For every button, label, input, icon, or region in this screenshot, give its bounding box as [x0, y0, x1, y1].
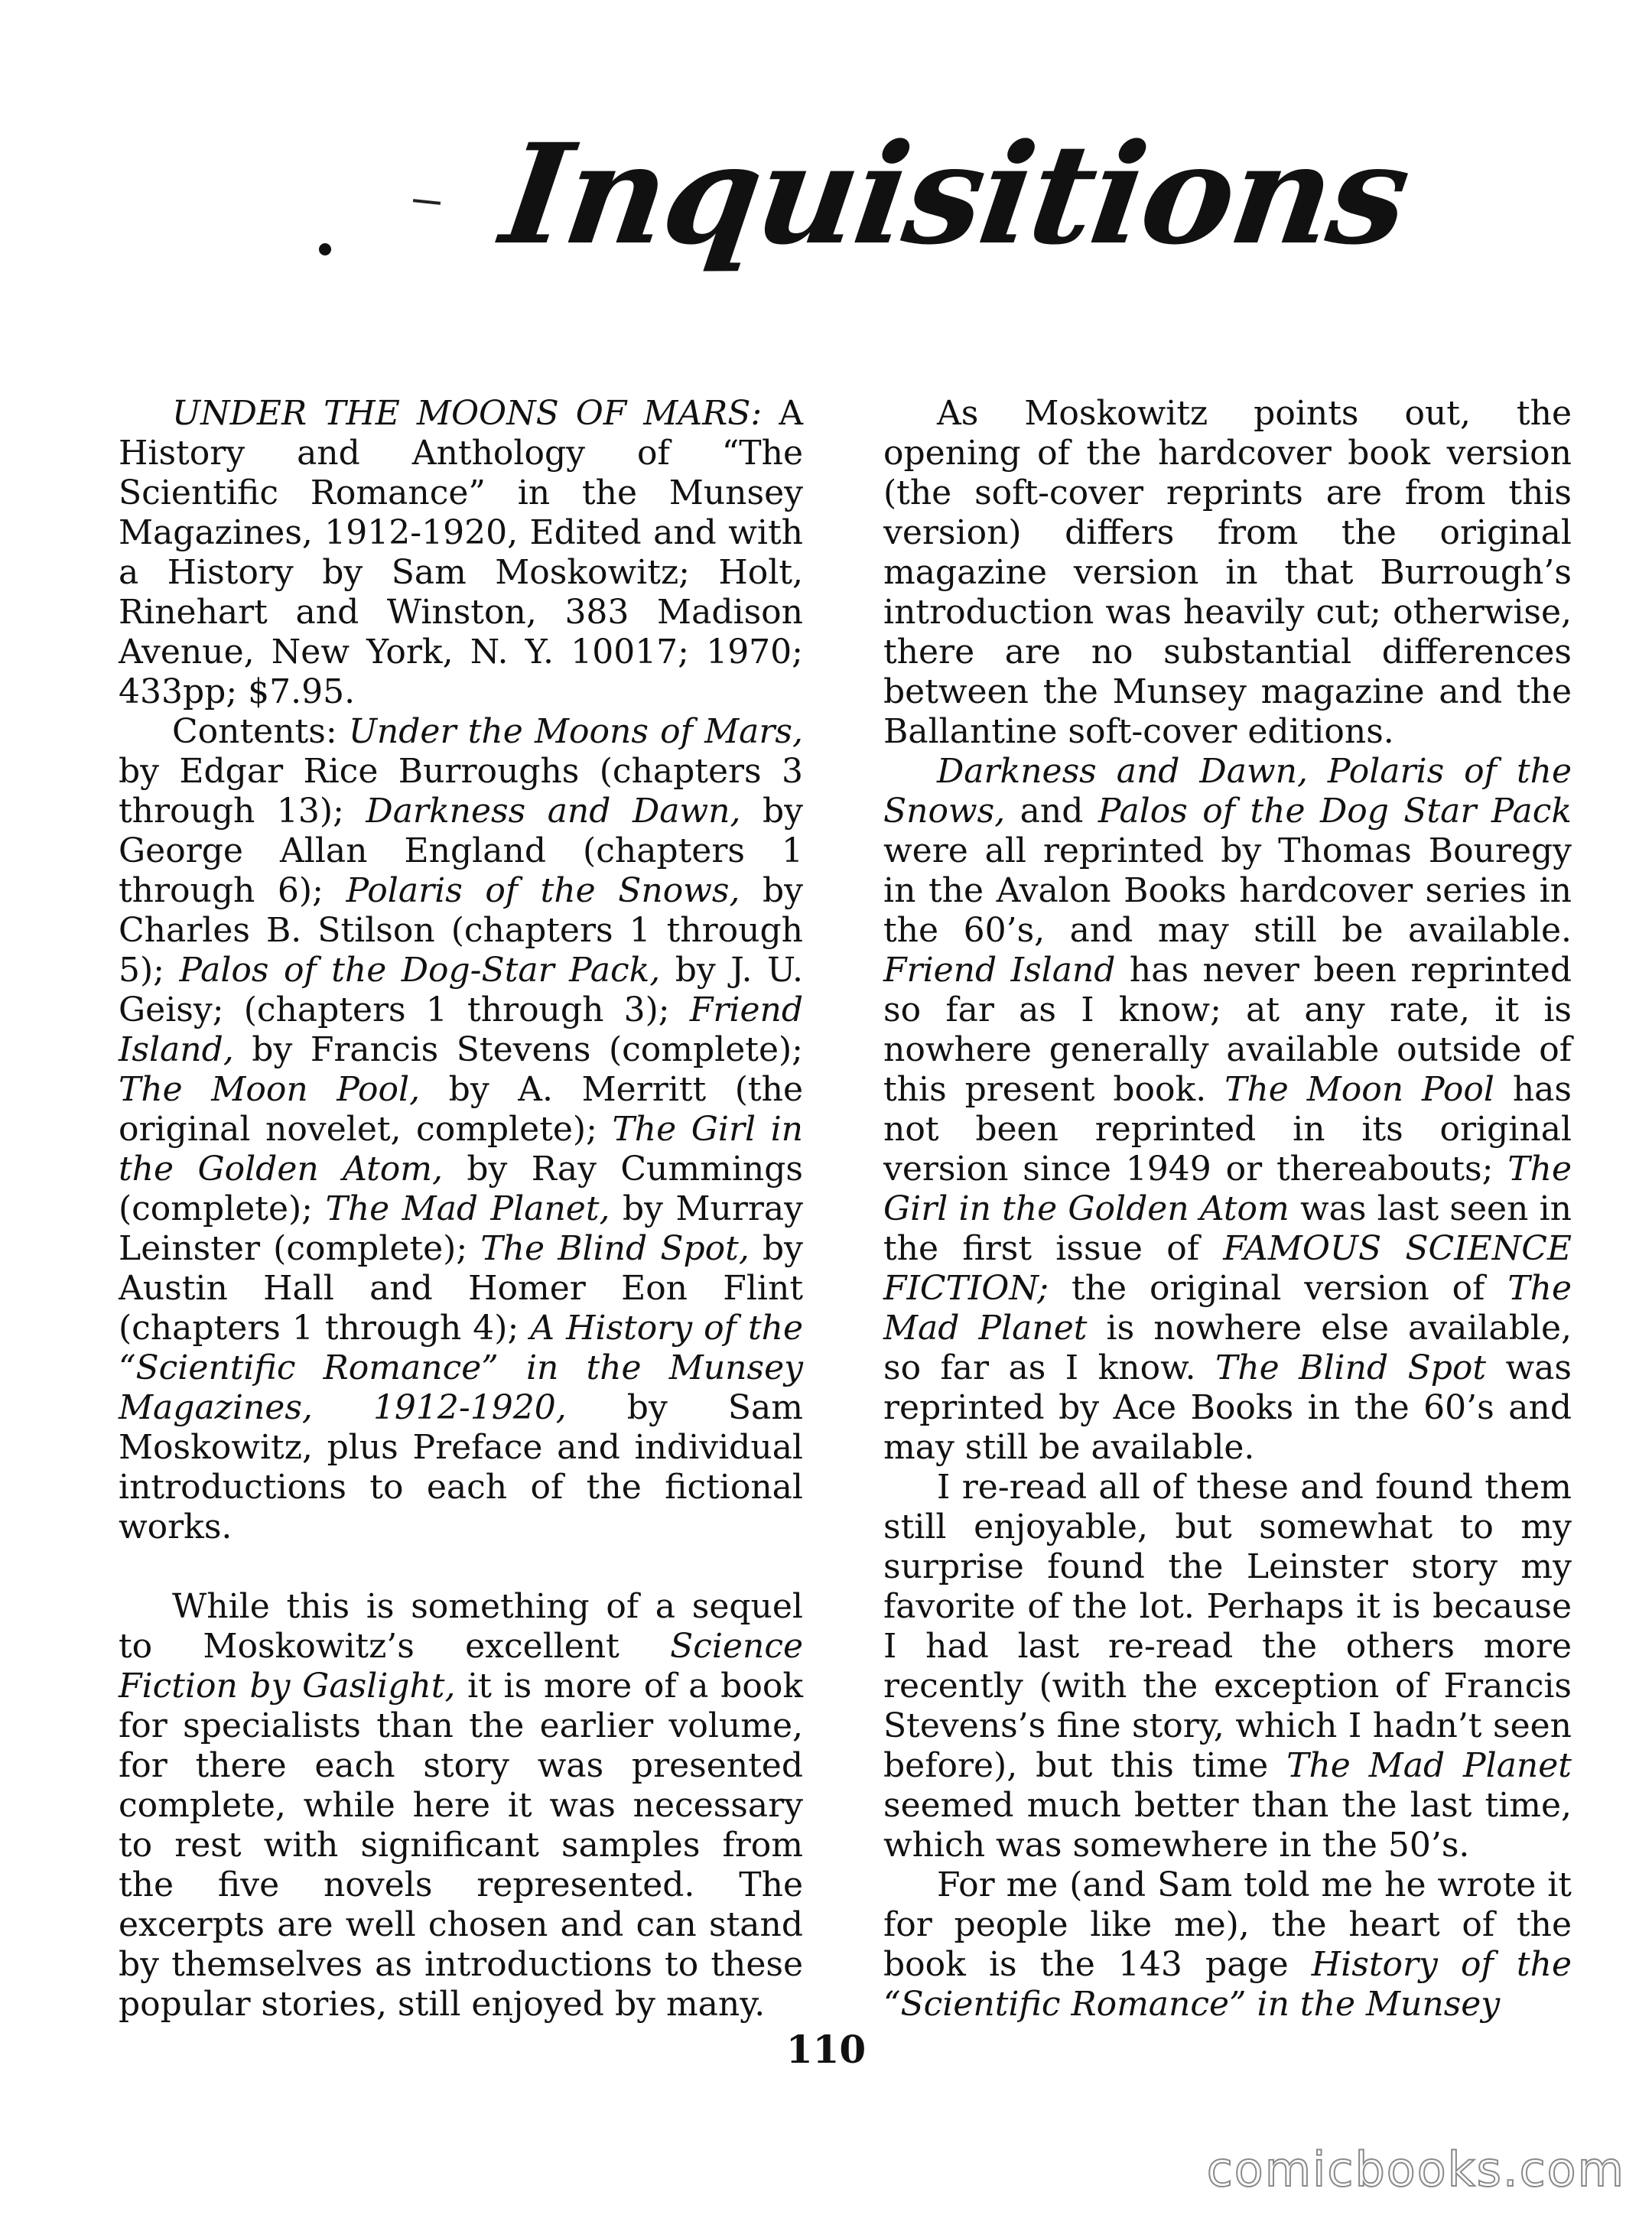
- citation-details: A History and Anthology of “The Scientific Romance” in the Munsey Magazines, 1912-1920, Edited and with a History by Sam Moskowitz; Holt, Rinehart and Winston, 383 Madison Avenue, New York, N. Y. 10017; 1970; 433pp; $7.95.: [119, 394, 803, 711]
- text-run: by J. U. Geisy; (chapters 1 through 3);: [119, 951, 803, 1029]
- bullet-dot: [319, 243, 331, 255]
- text-run: was last seen in the first issue of: [883, 1189, 1572, 1268]
- right-column: [883, 394, 1572, 2024]
- text-run: I re-read all of these and found them still enjoyable, but somewhat to my surprise found the Leinster story my favorite of the lot. Perhaps it is because I had last re-read the others more recently (with the exception of Francis Stevens’s fine story, which I hadn’t seen before), but this time: [883, 1468, 1572, 1785]
- text-run: was reprinted by Ace Books in the 60’s and may still be available.: [883, 1348, 1572, 1467]
- text-run: it is more of a book for specialists than the earlier volume, for there each story was presented complete, while here it was necessary to rest with significant samples from the five novels represented. The excerpts are well chosen and can stand by themselves as introductions to these popular stories, still enjoyed by many.: [119, 1667, 803, 2024]
- watermark: comicbooks.com: [1206, 2142, 1625, 2197]
- story-title: The Blind Spot,: [480, 1229, 750, 1268]
- text-run: is nowhere else available, so far as I know.: [883, 1309, 1572, 1387]
- text-run: by Murray Leinster (complete);: [119, 1189, 803, 1268]
- review-paragraph: [883, 1468, 1572, 1865]
- magazine-title: FAMOUS SCIENCE FICTION;: [883, 1229, 1572, 1308]
- review-paragraph: [119, 1587, 803, 2024]
- story-title: Palos of the Dog-Star Pack,: [179, 951, 661, 990]
- story-title: Under the Moons of Mars,: [348, 712, 803, 751]
- text-run: by George Allan England (chapters 1 through 6);: [119, 792, 804, 910]
- story-title: Darkness and Dawn, Polaris of the Snows,: [883, 752, 1572, 831]
- story-title: The Mad Planet: [883, 1269, 1572, 1348]
- text-run: As Moskowitz points out, the opening of the hardcover book version (the soft-cover reprints are from this version) differs from the original magazine version in that Burrough’s introduction was heavily cut; otherwise, there are no substantial differences between the Munsey magazine and the Ballantine soft-cover editions.: [883, 394, 1572, 751]
- story-title: Friend Island,: [119, 990, 803, 1069]
- text-run: by Ray Cummings (complete);: [119, 1150, 803, 1228]
- page-number: 110: [785, 2027, 867, 2072]
- contents-paragraph: [119, 712, 803, 1547]
- story-title: Palos of the Dog Star Pack: [1098, 792, 1572, 831]
- text-run: For me (and Sam told me he wrote it for people like me), the heart of the book is the 143 page: [883, 1865, 1572, 1984]
- text-run: were all reprinted by Thomas Bouregy in the Avalon Books hardcover series in the 60’s, and may still be available.: [883, 831, 1572, 950]
- stray-mark: [413, 199, 441, 205]
- text-run: by Charles B. Stilson (chapters 1 through 5);: [119, 871, 804, 990]
- text-run: by A. Merritt (the original novelet, complete);: [119, 1070, 803, 1149]
- text-run: by Austin Hall and Homer Eon Flint (chapters 1 through 4);: [119, 1229, 803, 1348]
- text-run: Contents:: [172, 712, 349, 751]
- text-run: by Francis Stevens (complete);: [233, 1030, 803, 1069]
- text-run: has never been reprinted so far as I know; at any rate, it is nowhere generally available outside of this present book.: [883, 951, 1572, 1109]
- story-title: The Mad Planet,: [325, 1189, 610, 1228]
- review-paragraph: [883, 394, 1572, 752]
- left-column: [119, 394, 803, 2024]
- book-title: UNDER THE MOONS OF MARS:: [172, 394, 763, 433]
- story-title: The Girl in the Golden Atom: [883, 1150, 1572, 1228]
- review-paragraph: [883, 752, 1572, 1468]
- review-paragraph: [883, 1865, 1572, 2024]
- text-run: While this is something of a sequel to Moskowitz’s excellent: [119, 1587, 803, 1666]
- story-title: Friend Island: [883, 951, 1116, 990]
- story-title: The Moon Pool: [1224, 1070, 1494, 1109]
- text-run: by Edgar Rice Burroughs (chapters 3 through 13);: [119, 752, 803, 831]
- story-title: The Girl in the Golden Atom,: [119, 1110, 803, 1189]
- text-run: has not been reprinted in its original version since 1949 or thereabouts;: [883, 1070, 1572, 1189]
- page-title: Inquisitions: [493, 114, 1417, 275]
- book-title: Science Fiction by Gaslight,: [119, 1627, 803, 1706]
- story-title: Darkness and Dawn,: [366, 792, 741, 831]
- text-run: the original version of: [1049, 1269, 1508, 1308]
- story-title: Polaris of the Snows,: [346, 871, 740, 910]
- text-run: seemed much better than the last time, which was somewhere in the 50’s.: [883, 1786, 1572, 1865]
- story-title: The Moon Pool,: [119, 1070, 421, 1109]
- text-run: by Sam Moskowitz, plus Preface and individual introductions to each of the fictional works.: [119, 1388, 803, 1546]
- story-title: The Mad Planet: [1286, 1746, 1572, 1785]
- text-run: and: [1005, 792, 1098, 831]
- book-title: History of the “Scientific Romance” in the Munsey: [883, 1945, 1572, 2024]
- story-title: The Blind Spot: [1215, 1348, 1487, 1387]
- book-citation: [119, 394, 803, 712]
- story-title: A History of the “Scientific Romance” in the Munsey Magazines, 1912-1920,: [119, 1309, 804, 1427]
